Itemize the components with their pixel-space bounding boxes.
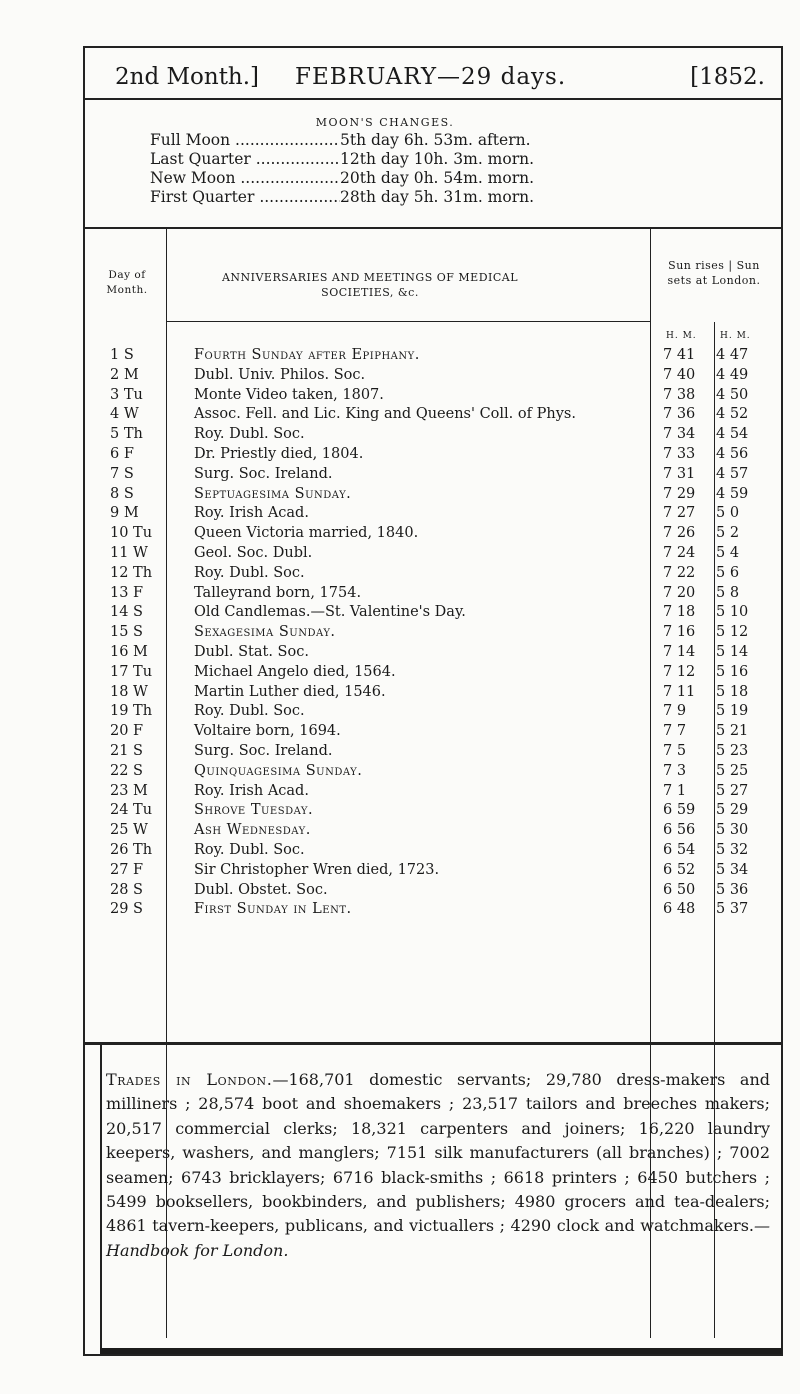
sunset-cell: 5 34 <box>716 861 749 878</box>
sunset-cell: 5 30 <box>716 822 749 839</box>
sunset-cell: 4 50 <box>716 386 749 403</box>
event-cell: Roy. Dubl. Soc. <box>194 426 305 443</box>
table-row <box>104 405 764 425</box>
event-cell: Roy. Irish Acad. <box>194 782 309 799</box>
table-row <box>104 584 764 604</box>
sunset-cell: 4 59 <box>716 485 749 502</box>
sunset-cell: 4 47 <box>716 347 749 363</box>
event-cell: Monte Video taken, 1807. <box>194 386 384 403</box>
calendar-table <box>104 346 764 920</box>
event-cell: Septuagesima Sunday. <box>194 485 352 502</box>
column-head-events: ANNIVERSARIES AND MEETINGS OF MEDICAL SOCIETIES, &c. <box>221 271 519 299</box>
table-row <box>104 742 764 762</box>
day-cell: 24 Tu <box>110 802 153 819</box>
rule-events-head <box>166 321 650 322</box>
day-cell: 28 S <box>110 881 143 898</box>
event-cell: Martin Luther died, 1546. <box>194 683 386 700</box>
event-cell: Surg. Soc. Ireland. <box>194 742 333 759</box>
sunrise-cell: 7 18 <box>663 604 696 621</box>
sunset-cell: 5 21 <box>716 723 749 740</box>
table-row <box>104 841 764 861</box>
event-cell: Dr. Priestly died, 1804. <box>194 445 364 462</box>
moon-phase-time: 28th day 5h. 31m. morn. <box>340 188 535 206</box>
header-rule <box>85 98 781 100</box>
event-cell: Dubl. Obstet. Soc. <box>194 881 328 898</box>
day-cell: 22 S <box>110 762 143 779</box>
sunrise-cell: 6 52 <box>663 861 696 878</box>
day-cell: 11 W <box>110 544 148 561</box>
event-cell: Talleyrand born, 1754. <box>194 584 362 601</box>
sunset-cell: 5 12 <box>716 624 749 641</box>
event-cell: Dubl. Univ. Philos. Soc. <box>194 366 366 383</box>
sunset-cell: 4 52 <box>716 406 749 423</box>
table-row <box>104 881 764 901</box>
event-cell: Surg. Soc. Ireland. <box>194 465 333 482</box>
sunset-cell: 5 6 <box>716 564 740 581</box>
table-row <box>104 524 764 544</box>
day-cell: 18 W <box>110 683 148 700</box>
sunset-cell: 4 57 <box>716 465 749 482</box>
day-cell: 27 F <box>110 861 144 878</box>
day-cell: 1 S <box>110 347 134 363</box>
sunrise-cell: 7 40 <box>663 366 696 383</box>
sunrise-cell: 7 33 <box>663 445 696 462</box>
moon-phase-time: 20th day 0h. 54m. morn. <box>340 169 535 187</box>
moon-row <box>150 150 710 169</box>
moon-phase-name: New Moon ..... <box>150 169 340 188</box>
sunrise-cell: 7 41 <box>663 347 696 363</box>
year-label: [1852. <box>690 64 765 90</box>
day-cell: 10 Tu <box>110 525 153 542</box>
event-cell: Sexagesima Sunday. <box>194 624 336 641</box>
table-row <box>104 762 764 782</box>
table-row <box>104 702 764 722</box>
sunset-cell: 5 25 <box>716 762 749 779</box>
sunrise-cell: 7 20 <box>663 584 696 601</box>
sunset-cell: 5 27 <box>716 782 749 799</box>
event-cell: Geol. Soc. Dubl. <box>194 544 313 561</box>
event-cell: Dubl. Stat. Soc. <box>194 643 309 660</box>
day-cell: 2 M <box>110 366 139 383</box>
day-cell: 15 S <box>110 624 143 641</box>
table-row <box>104 346 764 366</box>
sunset-cell: 4 54 <box>716 426 749 443</box>
moon-phase-name: First Quarter ..... <box>150 188 340 207</box>
sunset-cell: 5 18 <box>716 683 749 700</box>
hm-set: H. M. <box>720 331 751 341</box>
event-cell: Roy. Dubl. Soc. <box>194 703 305 720</box>
event-cell: Michael Angelo died, 1564. <box>194 663 396 680</box>
sunset-cell: 5 23 <box>716 742 749 759</box>
day-cell: 19 Th <box>110 703 153 720</box>
sunset-cell: 5 37 <box>716 901 749 918</box>
table-row <box>104 663 764 683</box>
day-cell: 16 M <box>110 643 148 660</box>
sunrise-cell: 6 48 <box>663 901 696 918</box>
sunset-cell: 4 56 <box>716 445 749 462</box>
day-cell: 8 S <box>110 485 134 502</box>
day-cell: 13 F <box>110 584 144 601</box>
table-row <box>104 683 764 703</box>
moon-phase-time: 5th day 6h. 53m. aftern. <box>340 131 531 149</box>
sunset-cell: 5 4 <box>716 544 740 561</box>
trades-body: —168,701 domestic servants; 29,780 dress-makers and milliners ; 28,574 boot and shoemakers ; 23,517 tailors and breeches makers; 20,517 commercial clerks; 18,321 carpenters and joiners; 16,220 laundry keepers, washers, and manglers; 7151 silk manufacturers (all branches) ; 7002 seamen; 6743 bricklayers; 6716 black-smiths ; 6618 printers ; 6450 butchers ; 5499 booksellers, bookbinders, and publishers; 4980 grocers and tea-dealers; 4861 tavern-keepers, publicans, and victuallers ; 4290 clock and watchmakers. <box>106 1070 770 1236</box>
event-cell: Sir Christopher Wren died, 1723. <box>194 861 440 878</box>
sunrise-cell: 7 3 <box>663 762 687 779</box>
sunset-cell: 5 32 <box>716 841 749 858</box>
sunset-cell: 5 19 <box>716 703 749 720</box>
sunset-cell: 4 49 <box>716 366 749 383</box>
day-cell: 14 S <box>110 604 143 621</box>
event-cell: Assoc. Fell. and Lic. King and Queens' Coll. of Phys. <box>194 406 576 423</box>
trades-lead: Trades in London. <box>106 1070 273 1089</box>
table-row <box>104 643 764 663</box>
day-cell: 7 S <box>110 465 134 482</box>
moon-rule <box>85 227 781 229</box>
table-row <box>104 623 764 643</box>
month-label: 2nd Month.] <box>115 64 260 90</box>
sunrise-cell: 7 22 <box>663 564 696 581</box>
sunrise-cell: 7 9 <box>663 703 687 720</box>
sunrise-cell: 7 34 <box>663 426 696 443</box>
sunset-cell: 5 16 <box>716 663 749 680</box>
day-cell: 4 W <box>110 406 139 423</box>
trades-source: —Handbook for London. <box>106 1216 770 1260</box>
event-cell: Fourth Sunday after Epiphany. <box>194 347 420 363</box>
table-row <box>104 445 764 465</box>
column-head-sun: Sun rises | Sun sets at London. <box>667 259 761 287</box>
moon-row <box>150 188 710 207</box>
sunset-cell: 5 29 <box>716 802 749 819</box>
sunrise-cell: 7 12 <box>663 663 696 680</box>
table-row <box>104 504 764 524</box>
sunset-cell: 5 10 <box>716 604 749 621</box>
moon-row <box>150 169 710 188</box>
table-row <box>104 722 764 742</box>
sunset-cell: 5 14 <box>716 643 749 660</box>
day-cell: 20 F <box>110 723 144 740</box>
table-row <box>104 861 764 881</box>
sunrise-cell: 7 27 <box>663 505 696 522</box>
event-cell: Roy. Dubl. Soc. <box>194 564 305 581</box>
moon-changes-title: MOON'S CHANGES. <box>315 116 455 129</box>
day-cell: 6 F <box>110 445 134 462</box>
table-row <box>104 782 764 802</box>
page-header <box>115 58 765 98</box>
event-cell: Shrove Tuesday. <box>194 802 314 819</box>
moon-row <box>150 131 710 150</box>
table-row <box>104 900 764 920</box>
event-cell: Old Candlemas.—St. Valentine's Day. <box>194 604 466 621</box>
sunrise-cell: 7 31 <box>663 465 696 482</box>
hm-rise: H. M. <box>666 331 697 341</box>
day-cell: 29 S <box>110 901 143 918</box>
sunrise-cell: 7 5 <box>663 742 687 759</box>
event-cell: Roy. Dubl. Soc. <box>194 841 305 858</box>
table-row <box>104 801 764 821</box>
sunrise-cell: 7 1 <box>663 782 687 799</box>
table-row <box>104 366 764 386</box>
day-cell: 17 Tu <box>110 663 153 680</box>
sunrise-cell: 6 56 <box>663 822 696 839</box>
sunset-cell: 5 0 <box>716 505 740 522</box>
sunrise-cell: 7 36 <box>663 406 696 423</box>
month-title: FEBRUARY—29 days. <box>295 64 567 90</box>
day-cell: 23 M <box>110 782 148 799</box>
table-row <box>104 485 764 505</box>
day-cell: 3 Tu <box>110 386 143 403</box>
bottom-rule <box>100 1348 782 1354</box>
sunrise-cell: 6 54 <box>663 841 696 858</box>
day-cell: 5 Th <box>110 426 143 443</box>
table-row <box>104 544 764 564</box>
sunrise-cell: 7 26 <box>663 525 696 542</box>
table-row <box>104 465 764 485</box>
day-cell: 26 Th <box>110 841 153 858</box>
event-cell: First Sunday in Lent. <box>194 901 352 918</box>
sunrise-cell: 7 29 <box>663 485 696 502</box>
sunrise-cell: 7 11 <box>663 683 696 700</box>
sunrise-cell: 6 50 <box>663 881 696 898</box>
sunrise-cell: 7 24 <box>663 544 696 561</box>
event-cell: Ash Wednesday. <box>194 822 311 839</box>
sunrise-cell: 7 7 <box>663 723 687 740</box>
column-head-day: Day of Month. <box>106 269 148 296</box>
moon-phase-name: Full Moon ..... <box>150 131 340 150</box>
table-bottom-rule <box>85 1042 781 1045</box>
trades-paragraph <box>106 1068 770 1263</box>
sunrise-cell: 6 59 <box>663 802 696 819</box>
moon-phase-time: 12th day 10h. 3m. morn. <box>340 150 535 168</box>
table-row <box>104 386 764 406</box>
sunrise-cell: 7 16 <box>663 624 696 641</box>
sunrise-cell: 7 14 <box>663 643 696 660</box>
moon-phase-name: Last Quarter ..... <box>150 150 340 169</box>
table-row <box>104 821 764 841</box>
day-cell: 21 S <box>110 742 143 759</box>
trades-left-rule <box>100 1045 102 1348</box>
sunset-cell: 5 2 <box>716 525 740 542</box>
table-row <box>104 564 764 584</box>
table-row <box>104 425 764 445</box>
sunset-cell: 5 8 <box>716 584 740 601</box>
day-cell: 9 M <box>110 505 139 522</box>
event-cell: Roy. Irish Acad. <box>194 505 309 522</box>
table-row <box>104 603 764 623</box>
day-cell: 25 W <box>110 822 148 839</box>
sunset-cell: 5 36 <box>716 881 749 898</box>
event-cell: Quinquagesima Sunday. <box>194 762 363 779</box>
event-cell: Voltaire born, 1694. <box>194 723 341 740</box>
sunrise-cell: 7 38 <box>663 386 696 403</box>
event-cell: Queen Victoria married, 1840. <box>194 525 419 542</box>
moon-changes <box>150 116 710 207</box>
day-cell: 12 Th <box>110 564 153 581</box>
